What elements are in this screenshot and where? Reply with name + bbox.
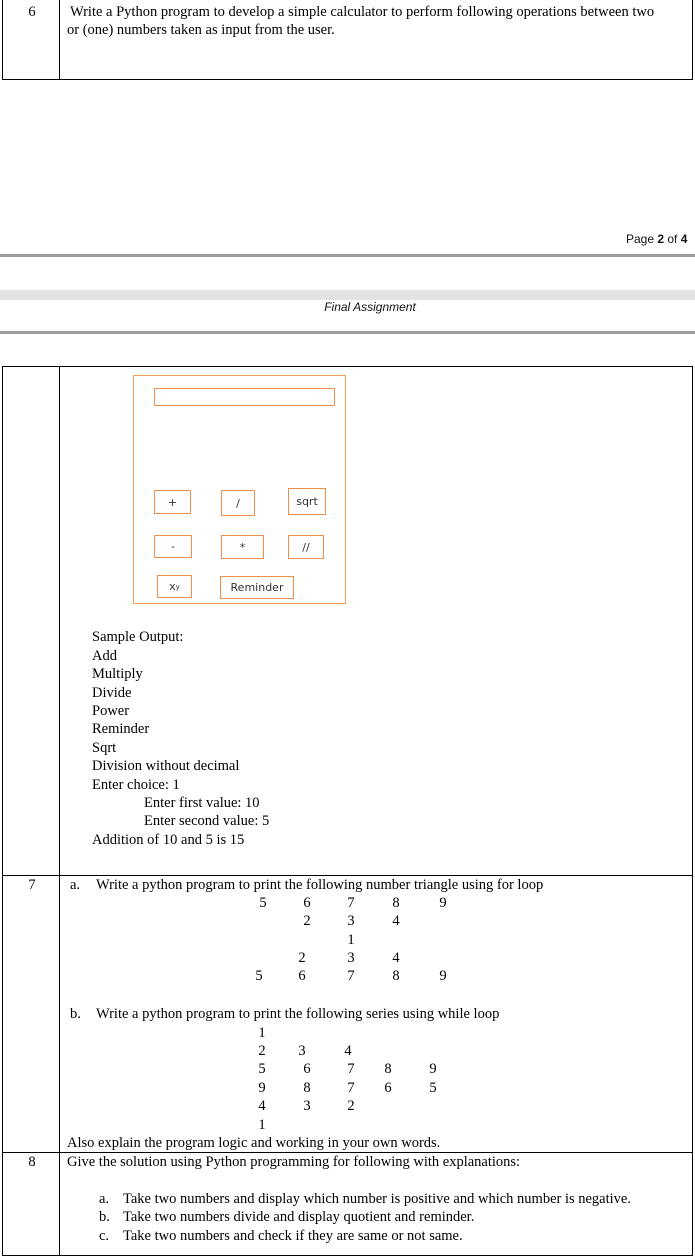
q7-number: 7 xyxy=(28,877,36,893)
main-column-divider xyxy=(59,366,60,1256)
main-table xyxy=(2,366,693,1256)
series-value: 6 xyxy=(384,1080,392,1096)
page-break-band xyxy=(0,290,695,300)
sample-output-line: Power xyxy=(92,703,130,719)
series-value: 3 xyxy=(298,1043,306,1059)
q8-item-text: Take two numbers and display which number is positive and which number is negative. xyxy=(123,1191,631,1207)
q6-text-line1: Write a Python program to develop a simple calculator to perform following operations between two xyxy=(70,4,655,20)
add-button[interactable]: + xyxy=(154,490,191,514)
footer-rule xyxy=(0,254,695,257)
series-value: 6 xyxy=(303,1061,311,1077)
triangle-value: 2 xyxy=(303,913,311,929)
series-value: 9 xyxy=(258,1080,266,1096)
triangle-value: 2 xyxy=(298,950,306,966)
divide-button[interactable]: / xyxy=(221,490,255,516)
q7b-marker: b. xyxy=(70,1006,81,1022)
triangle-value: 9 xyxy=(439,968,447,984)
q8-item-marker: a. xyxy=(99,1191,110,1207)
subtract-button[interactable]: - xyxy=(154,535,192,558)
series-value: 4 xyxy=(258,1098,266,1114)
sample-output-line: Division without decimal xyxy=(92,758,240,774)
q8-item-text: Take two numbers and check if they are same or not same. xyxy=(123,1228,463,1244)
triangle-value: 8 xyxy=(392,895,400,911)
series-value: 2 xyxy=(258,1043,266,1059)
q8-item-text: Take two numbers divide and display quotient and reminder. xyxy=(123,1209,475,1225)
q8-number: 8 xyxy=(28,1154,36,1170)
series-value: 2 xyxy=(347,1098,355,1114)
page-current: 2 xyxy=(657,232,665,246)
sample-output-line: Reminder xyxy=(92,721,150,737)
q7-explain: Also explain the program logic and working in your own words. xyxy=(67,1135,441,1151)
triangle-value: 1 xyxy=(347,932,355,948)
sample-output-line: Enter choice: 1 xyxy=(92,777,180,793)
page-of: of xyxy=(664,232,681,246)
reminder-button[interactable]: Reminder xyxy=(220,576,294,599)
series-value: 8 xyxy=(384,1061,392,1077)
sample-output-line: Add xyxy=(92,648,117,664)
page-number xyxy=(626,232,687,246)
triangle-value: 7 xyxy=(347,895,355,911)
triangle-value: 5 xyxy=(255,968,263,984)
page-prefix: Page xyxy=(626,232,658,246)
sample-output-line: Divide xyxy=(92,685,132,701)
q6-text-line2: or (one) numbers taken as input from the user. xyxy=(67,22,335,38)
sample-output-indented: Enter first value: 10 xyxy=(144,795,260,811)
triangle-value: 7 xyxy=(347,968,355,984)
page-total: 4 xyxy=(680,232,688,246)
header-rule xyxy=(0,331,695,334)
sample-output-indented: Enter second value: 5 xyxy=(144,813,270,829)
triangle-value: 6 xyxy=(303,895,311,911)
q7a-text: Write a python program to print the following number triangle using for loop xyxy=(96,877,544,893)
sample-output-result: Addition of 10 and 5 is 15 xyxy=(92,832,245,848)
floor-divide-button[interactable]: // xyxy=(288,535,324,559)
sample-output-heading: Sample Output: xyxy=(92,629,184,645)
triangle-value: 3 xyxy=(347,913,355,929)
triangle-value: 8 xyxy=(392,968,400,984)
q8-intro: Give the solution using Python programming for following with explanations: xyxy=(67,1154,521,1170)
triangle-value: 3 xyxy=(347,950,355,966)
series-value: 1 xyxy=(258,1117,266,1133)
series-value: 5 xyxy=(429,1080,437,1096)
sqrt-button[interactable]: sqrt xyxy=(288,488,326,515)
triangle-value: 4 xyxy=(392,950,400,966)
q7b-text: Write a python program to print the following series using while loop xyxy=(96,1006,500,1022)
power-exponent: y xyxy=(175,582,180,591)
power-button[interactable] xyxy=(157,575,192,598)
series-value: 7 xyxy=(347,1080,355,1096)
power-base: x xyxy=(169,580,176,593)
triangle-value: 4 xyxy=(392,913,400,929)
calculator-display xyxy=(154,388,335,406)
q8-item-marker: b. xyxy=(99,1209,110,1225)
header-title: Final Assignment xyxy=(324,300,416,314)
series-value: 5 xyxy=(258,1061,266,1077)
q8-item-marker: c. xyxy=(99,1228,110,1244)
series-value: 4 xyxy=(344,1043,352,1059)
series-value: 1 xyxy=(258,1025,266,1041)
sample-output-line: Multiply xyxy=(92,666,143,682)
triangle-value: 6 xyxy=(298,968,306,984)
sample-output-line: Sqrt xyxy=(92,740,117,756)
series-value: 9 xyxy=(429,1061,437,1077)
triangle-value: 5 xyxy=(259,895,267,911)
q7a-marker: a. xyxy=(70,877,81,893)
q6-number: 6 xyxy=(28,4,36,20)
series-value: 7 xyxy=(347,1061,355,1077)
multiply-button[interactable]: * xyxy=(221,535,264,559)
triangle-value: 9 xyxy=(439,895,447,911)
series-value: 3 xyxy=(303,1098,311,1114)
series-value: 8 xyxy=(303,1080,311,1096)
